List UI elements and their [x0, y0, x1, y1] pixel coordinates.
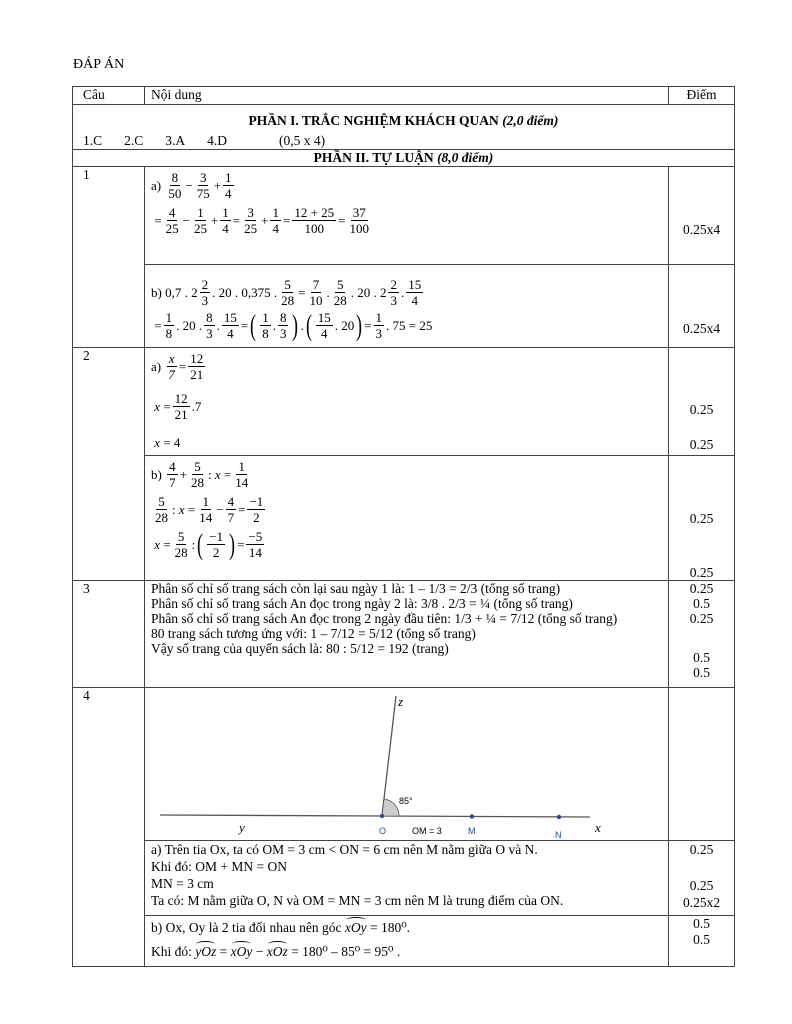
- q4-b-row: [73, 916, 735, 967]
- label-m: M: [468, 826, 476, 836]
- header-points: Điểm: [669, 87, 735, 105]
- point-n: [557, 815, 561, 819]
- q1-b-row: [73, 265, 735, 348]
- answer-2: 2.C: [124, 133, 144, 148]
- label-y: y: [239, 820, 245, 835]
- q2-b-row: [73, 456, 735, 581]
- angle-85-marker: [382, 799, 399, 816]
- q1-a-row: [73, 167, 735, 265]
- q3-content: [145, 581, 669, 688]
- q4-b-content: [145, 916, 669, 967]
- q1-a-content: a) $\frac{8}{50}$ − $\frac{3}{75}$ + $\frac{1}{4}$ = $\frac{4}{25}$ − $\frac{1}{25}$ + $\frac{1}{4}$ = $\frac{3}{25}$ + $\frac{1}{4}$ = $\frac{12 + 25}{100}$ = $\frac{37}{100}$: [145, 167, 669, 265]
- point-o: [380, 814, 384, 818]
- q4-figure-points: [669, 688, 735, 841]
- q3-line-3: Phân số chỉ số trang sách An đọc trong 2 ngày đầu tiên: 1/3 + ¼ = 7/12 (tổng số trang): [151, 611, 618, 626]
- q3-points: 0.25 0.5 0.25 0.5 0.5: [669, 581, 735, 688]
- geometry-figure: [145, 688, 668, 840]
- answer-4: 4.D: [207, 133, 228, 148]
- part1-score: (0,5 x 4): [279, 133, 326, 148]
- q1-b-points: 0.25x4: [669, 265, 735, 348]
- table-header-row: [73, 87, 735, 105]
- label-om: OM = 3: [412, 826, 442, 836]
- part1-row: [73, 105, 735, 150]
- q1-a-points: 0.25x4: [669, 167, 735, 265]
- q1-b-content: b) 0,7 . 2 $\frac{2}{3}$ . 20 . 0,375 . $\frac{5}{28}$ = $\frac{7}{10}$ . $\frac{5}{28}$ . 20 . 2 $\frac{2}{3}$ . $\frac{15}{4}$ = $\frac{1}{8}$ . 20 . $\frac{8}{3}$ . $\frac{15}{4}$ = ( $\frac{1}{8}$ . $\frac{8}{3}$ ) . ( $\frac{15}{4}$ . 20 ) = $\frac{1}{3}$ . 75 = 25: [145, 265, 669, 348]
- q4-b-line-1: b) Ox, Oy là 2 tia đối nhau nên góc xOy = 180⁰.: [151, 920, 410, 935]
- q4-a-points: 0.25 0.25 0.25x2: [669, 841, 735, 916]
- q3-line-5: Vậy số trang của quyển sách là: 80 : 5/12 = 192 (trang): [151, 641, 449, 656]
- q4-a-line-3: MN = 3 cm: [151, 876, 214, 891]
- q4-a-row: [73, 841, 735, 916]
- q2-a-content: a) $\frac{x}{7}$ = $\frac{12}{21}$ x = $\frac{12}{21}$ .7 x = 4: [145, 348, 669, 456]
- label-x: x: [595, 820, 601, 835]
- q4-figure-row: [73, 688, 735, 841]
- q2-number: 2: [73, 348, 145, 581]
- q4-figure-cell: [145, 688, 669, 841]
- q4-number: 4: [73, 688, 145, 967]
- q4-b-line-2: Khi đó: yOz = xOy − xOz = 180⁰ – 85⁰ = 95⁰ .: [151, 944, 401, 959]
- page-title: ĐÁP ÁN: [73, 57, 125, 72]
- header-content: Nội dung: [145, 87, 669, 105]
- q4-a-content: [145, 841, 669, 916]
- q3-line-1: Phân số chỉ số trang sách còn lại sau ngày 1 là: 1 – 1/3 = 2/3 (tổng số trang): [151, 581, 561, 596]
- q3-line-2: Phân số chỉ số trang sách An đọc trong ngày 2 là: 3/8 . 2/3 = ¼ (tổng số trang): [151, 596, 573, 611]
- answer-3: 3.A: [165, 133, 186, 148]
- q2-b-points: 0.25 0.25: [669, 456, 735, 581]
- label-angle: 85°: [399, 796, 413, 806]
- answer-1: 1.C: [83, 133, 103, 148]
- ray-oz: [382, 696, 396, 816]
- q2-a-points: 0.25 0.25: [669, 348, 735, 456]
- answer-table: [72, 86, 735, 967]
- q1-number: 1: [73, 167, 145, 348]
- label-n: N: [555, 830, 562, 840]
- q4-a-line-2: Khi đó: OM + MN = ON: [151, 859, 287, 874]
- q3-line-4: 80 trang sách tương ứng với: 1 – 7/12 = 5/12 (tổng số trang): [151, 626, 476, 641]
- q4-a-line-4: Ta có: M nằm giữa O, N và OM = MN = 3 cm nên M là trung điểm của ON.: [151, 893, 564, 908]
- q4-b-points: 0.5 0.5: [669, 916, 735, 967]
- part2-title: PHẦN II. TỰ LUẬN (8,0 điểm): [73, 150, 735, 167]
- q4-a-line-1: a) Trên tia Ox, ta có OM = 3 cm < ON = 6 cm nên M nằm giữa O và N.: [151, 842, 538, 857]
- q2-a-row: [73, 348, 735, 456]
- q2-b-content: b) $\frac{4}{7}$ + $\frac{5}{28}$ : x = $\frac{1}{14}$ $\frac{5}{28}$ : x = $\frac{1}{14}$ − $\frac{4}{7}$ = $\frac{-1}{2}$ x = $\frac{5}{28}$ : ( $\frac{-1}{2}$ ) = $\frac{-5}{14}$: [145, 456, 669, 581]
- q3-row: [73, 581, 735, 688]
- point-m: [470, 814, 474, 818]
- part1-answers: [73, 133, 734, 149]
- line-yx: [160, 815, 590, 817]
- label-o: O: [379, 826, 387, 836]
- header-question: Câu: [73, 87, 145, 105]
- q3-number: 3: [73, 581, 145, 688]
- part1-title: PHẦN I. TRẮC NGHIỆM KHÁCH QUAN (2,0 điểm): [248, 113, 559, 128]
- part2-row: [73, 150, 735, 167]
- label-z: z: [398, 694, 404, 709]
